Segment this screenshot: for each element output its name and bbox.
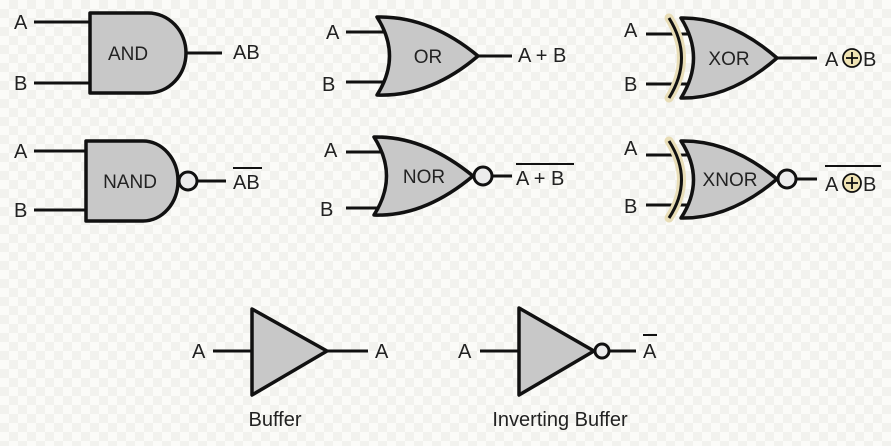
xnor-gate xyxy=(624,138,881,218)
buffer-input: A xyxy=(192,341,206,363)
and-input-a: A xyxy=(14,12,28,34)
or-gate-label: OR xyxy=(413,47,443,68)
nand-inversion-bubble xyxy=(179,172,197,190)
inverting-buffer-caption: Inverting Buffer xyxy=(492,409,628,431)
xnor-output-b: B xyxy=(863,174,877,196)
or-input-b: B xyxy=(322,74,336,96)
nand-input-a: A xyxy=(14,141,28,163)
nor-output: A + B xyxy=(516,168,565,190)
nor-input-b: B xyxy=(320,199,334,221)
or-output: A + B xyxy=(518,45,567,67)
xor-input-b: B xyxy=(624,74,638,96)
nor-gate xyxy=(320,137,574,221)
buffer-body xyxy=(252,309,327,395)
xor-input-a: A xyxy=(624,20,638,42)
nand-gate-label: NAND xyxy=(103,172,157,193)
nor-inversion-bubble xyxy=(474,167,492,185)
xor-symbol-icon xyxy=(843,49,861,67)
nand-output: AB xyxy=(233,172,260,194)
xnor-inversion-bubble xyxy=(778,170,796,188)
and-gate xyxy=(14,12,260,95)
and-gate-label: AND xyxy=(107,44,149,65)
xnor-input-a: A xyxy=(624,138,638,160)
xnor-gate-label: XNOR xyxy=(702,170,758,191)
inverting-buffer-output: A xyxy=(643,341,657,363)
nand-gate xyxy=(14,141,262,222)
buffer-output: A xyxy=(375,341,389,363)
nand-input-b: B xyxy=(14,200,28,222)
xor-output-a: A xyxy=(825,49,839,71)
inverting-buffer-bubble xyxy=(595,344,609,358)
xor-gate-label: XOR xyxy=(708,49,750,70)
inverting-buffer-gate xyxy=(458,308,657,431)
or-gate xyxy=(322,17,566,96)
inverting-buffer-body xyxy=(519,308,594,395)
xor-output-b: B xyxy=(863,49,877,71)
or-input-a: A xyxy=(326,22,340,44)
xnor-output-a: A xyxy=(825,174,839,196)
and-output: AB xyxy=(233,42,260,64)
inverting-buffer-input: A xyxy=(458,341,472,363)
xor-gate xyxy=(624,18,876,98)
nor-gate-label: NOR xyxy=(402,167,446,188)
xnor-symbol-icon xyxy=(843,174,861,192)
buffer-gate xyxy=(192,309,389,431)
nor-input-a: A xyxy=(324,140,338,162)
xnor-input-b: B xyxy=(624,196,638,218)
buffer-caption: Buffer xyxy=(248,409,302,431)
and-input-b: B xyxy=(14,73,28,95)
